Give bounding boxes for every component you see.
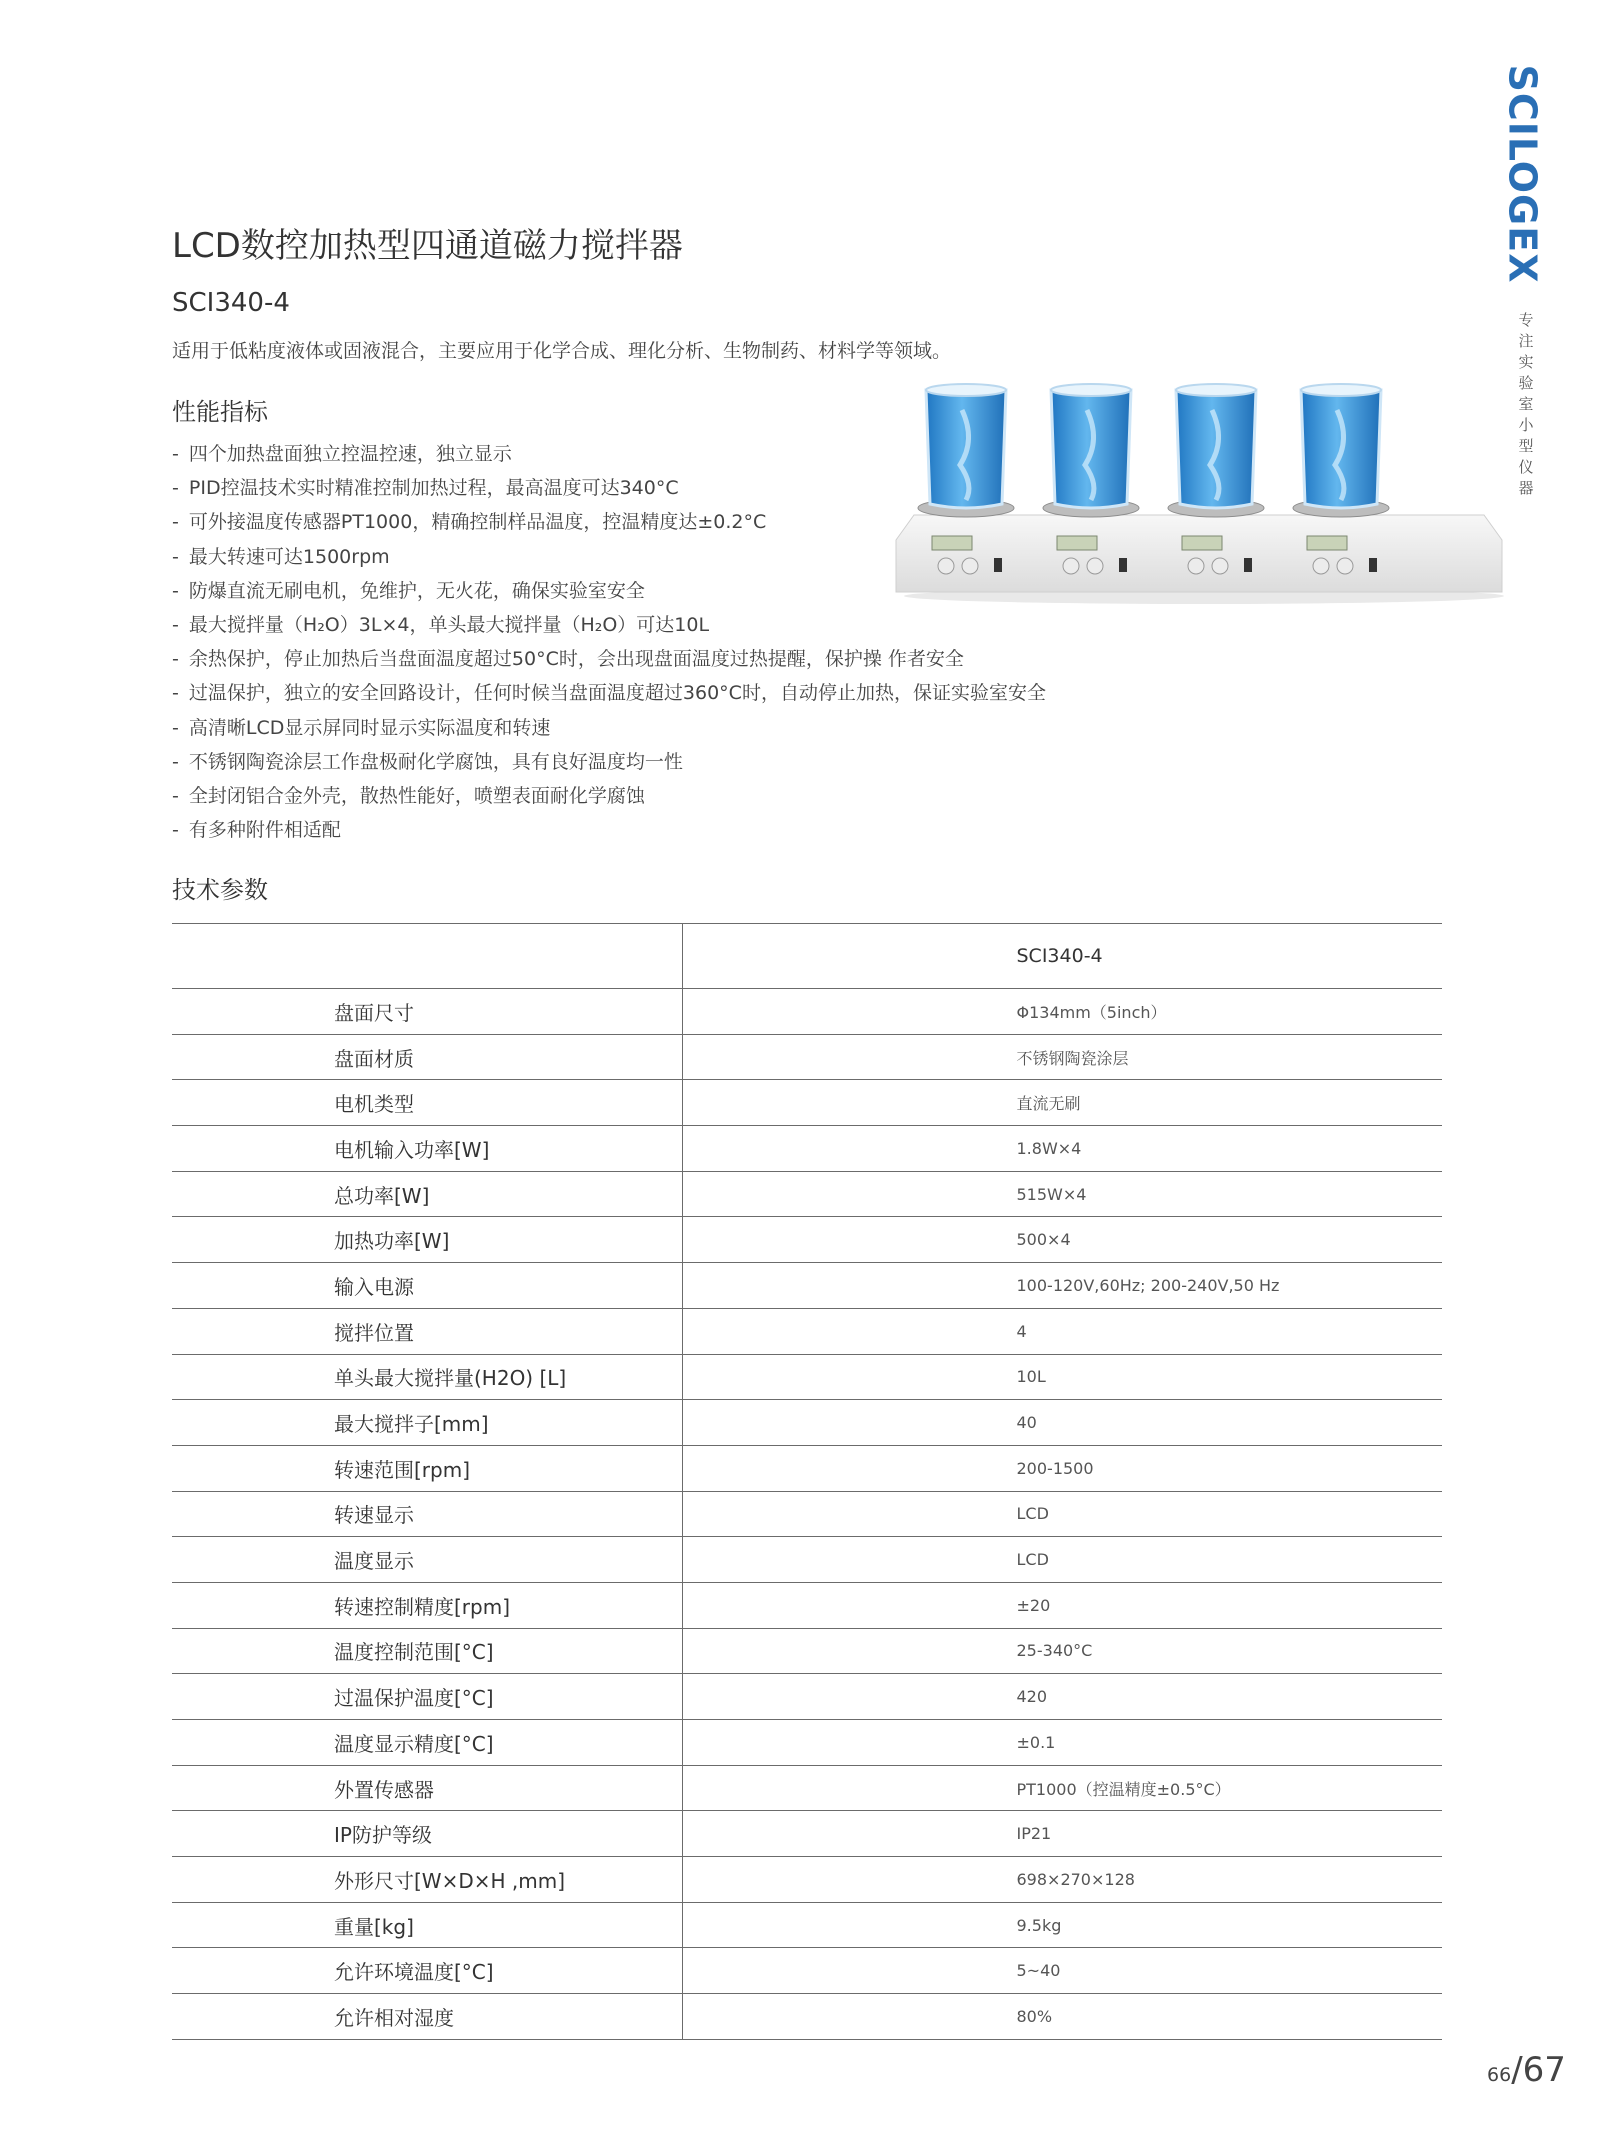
feature-item: - 最大搅拌量（H₂O）3L×4，单头最大搅拌量（H₂O）可达10L [172, 614, 710, 637]
spec-label: 外形尺寸[W×D×H ,mm] [172, 1857, 682, 1903]
model-number: SCI340-4 [172, 288, 290, 318]
spec-label: 允许相对湿度 [172, 1994, 682, 2040]
page-number: 66/67 [1487, 2050, 1566, 2090]
spec-value: PT1000（控温精度±0.5°C） [682, 1765, 1442, 1811]
table-row [172, 1857, 1442, 1903]
spec-label: 温度显示 [172, 1537, 682, 1583]
specs-heading: 技术参数 [172, 876, 268, 904]
spec-label: 单头最大搅拌量(H2O) [L] [172, 1354, 682, 1400]
spec-value: 80% [682, 1994, 1442, 2040]
spec-value: 515W×4 [682, 1171, 1442, 1217]
spec-label: 盘面材质 [172, 1034, 682, 1080]
spec-value: LCD [682, 1537, 1442, 1583]
spec-value: ±20 [682, 1582, 1442, 1628]
table-row [172, 1537, 1442, 1583]
knob [1337, 558, 1353, 574]
knob [1063, 558, 1079, 574]
table-row [172, 1720, 1442, 1766]
spec-value: 不锈钢陶瓷涂层 [682, 1034, 1442, 1080]
spec-label: 重量[kg] [172, 1902, 682, 1948]
spec-value: Φ134mm（5inch） [682, 989, 1442, 1035]
feature-item: - 最大转速可达1500rpm [172, 545, 390, 568]
spec-value: 1.8W×4 [682, 1126, 1442, 1172]
spec-label: 盘面尺寸 [172, 989, 682, 1035]
spec-label: 温度控制范围[°C] [172, 1628, 682, 1674]
brand-logo [1496, 64, 1548, 284]
spec-value: IP21 [682, 1811, 1442, 1857]
spec-label: IP防护等级 [172, 1811, 682, 1857]
feature-item: - 防爆直流无刷电机，免维护，无火花，确保实验室安全 [172, 579, 645, 602]
spec-value: 直流无刷 [682, 1080, 1442, 1126]
page-current: 66 [1487, 2064, 1512, 2086]
power-switch [994, 558, 1002, 572]
table-row [172, 1034, 1442, 1080]
spec-value: 100-120V,60Hz; 200-240V,50 Hz [682, 1263, 1442, 1309]
beaker-rim [1176, 384, 1256, 396]
table-row [172, 1400, 1442, 1446]
table-header-model: SCI340-4 [682, 924, 1442, 989]
knob [1313, 558, 1329, 574]
spec-label: 转速控制精度[rpm] [172, 1582, 682, 1628]
power-switch [1244, 558, 1252, 572]
feature-item: - 不锈钢陶瓷涂层工作盘极耐化学腐蚀，具有良好温度均一性 [172, 750, 683, 773]
table-row [172, 1811, 1442, 1857]
table-row [172, 1948, 1442, 1994]
spec-value: 9.5kg [682, 1902, 1442, 1948]
spec-label: 外置传感器 [172, 1765, 682, 1811]
table-row [172, 1582, 1442, 1628]
lcd-display [1182, 536, 1222, 550]
spec-value: 4 [682, 1308, 1442, 1354]
table-row [172, 1902, 1442, 1948]
page-title: LCD数控加热型四通道磁力搅拌器 [172, 226, 683, 266]
power-switch [1369, 558, 1377, 572]
table-row [172, 1126, 1442, 1172]
table-row [172, 1080, 1442, 1126]
table-row [172, 1171, 1442, 1217]
spec-label: 输入电源 [172, 1263, 682, 1309]
spec-label: 加热功率[W] [172, 1217, 682, 1263]
feature-item: - 全封闭铝合金外壳，散热性能好，喷塑表面耐化学腐蚀 [172, 785, 645, 808]
spec-label: 允许环境温度[°C] [172, 1948, 682, 1994]
table-row [172, 1445, 1442, 1491]
brand-slogan: 专注实验室小型仪器 [1518, 311, 1534, 497]
table-row [172, 1491, 1442, 1537]
knob [938, 558, 954, 574]
beaker-rim [926, 384, 1006, 396]
feature-item: - 过温保护，独立的安全回路设计，任何时候当盘面温度超过360°C时，自动停止加热，保证实验室安全 [172, 682, 1046, 705]
beaker-rim [1051, 384, 1131, 396]
spec-value: 420 [682, 1674, 1442, 1720]
feature-item: - 可外接温度传感器PT1000，精确控制样品温度，控温精度达±0.2°C [172, 511, 767, 534]
table-row [172, 1217, 1442, 1263]
table-row [172, 989, 1442, 1035]
spec-value: 10L [682, 1354, 1442, 1400]
table-header-row [172, 924, 1442, 989]
specs-table [172, 923, 1442, 2040]
spec-value: 500×4 [682, 1217, 1442, 1263]
knob [1188, 558, 1204, 574]
beaker-rim [1301, 384, 1381, 396]
spec-value: 200-1500 [682, 1445, 1442, 1491]
spec-label: 温度显示精度[°C] [172, 1720, 682, 1766]
spec-label: 过温保护温度[°C] [172, 1674, 682, 1720]
intro-text: 适用于低粘度液体或固液混合，主要应用于化学合成、理化分析、生物制药、材料学等领域。 [172, 340, 952, 362]
spec-value: 698×270×128 [682, 1857, 1442, 1903]
spec-value: 25-340°C [682, 1628, 1442, 1674]
feature-item: - PID控温技术实时精准控制加热过程，最高温度可达340°C [172, 477, 679, 500]
feature-item: - 余热保护，停止加热后当盘面温度超过50°C时，会出现盘面温度过热提醒，保护操 作者安全 [172, 648, 964, 671]
lcd-display [1057, 536, 1097, 550]
feature-item: - 有多种附件相适配 [172, 819, 341, 842]
spec-value: ±0.1 [682, 1720, 1442, 1766]
brand-logo-text: SCILOGEX [1500, 64, 1545, 284]
lcd-display [932, 536, 972, 550]
table-row [172, 1994, 1442, 2040]
product-image [884, 370, 1514, 610]
knob [1087, 558, 1103, 574]
spec-value: LCD [682, 1491, 1442, 1537]
knob [962, 558, 978, 574]
spec-label: 转速范围[rpm] [172, 1445, 682, 1491]
features-heading: 性能指标 [172, 398, 268, 426]
spec-label: 最大搅拌子[mm] [172, 1400, 682, 1446]
spec-value: 40 [682, 1400, 1442, 1446]
spec-label: 转速显示 [172, 1491, 682, 1537]
spec-label: 电机类型 [172, 1080, 682, 1126]
page-total: 67 [1522, 2050, 1566, 2090]
table-row [172, 1308, 1442, 1354]
spec-label: 总功率[W] [172, 1171, 682, 1217]
table-header-blank [172, 924, 682, 989]
table-row [172, 1354, 1442, 1400]
table-row [172, 1674, 1442, 1720]
feature-item: - 高清晰LCD显示屏同时显示实际温度和转速 [172, 716, 551, 739]
power-switch [1119, 558, 1127, 572]
spec-label: 搅拌位置 [172, 1308, 682, 1354]
table-row [172, 1263, 1442, 1309]
table-row [172, 1765, 1442, 1811]
lcd-display [1307, 536, 1347, 550]
feature-item: - 四个加热盘面独立控温控速，独立显示 [172, 443, 512, 465]
knob [1212, 558, 1228, 574]
spec-label: 电机输入功率[W] [172, 1126, 682, 1172]
table-row [172, 1628, 1442, 1674]
spec-value: 5~40 [682, 1948, 1442, 1994]
